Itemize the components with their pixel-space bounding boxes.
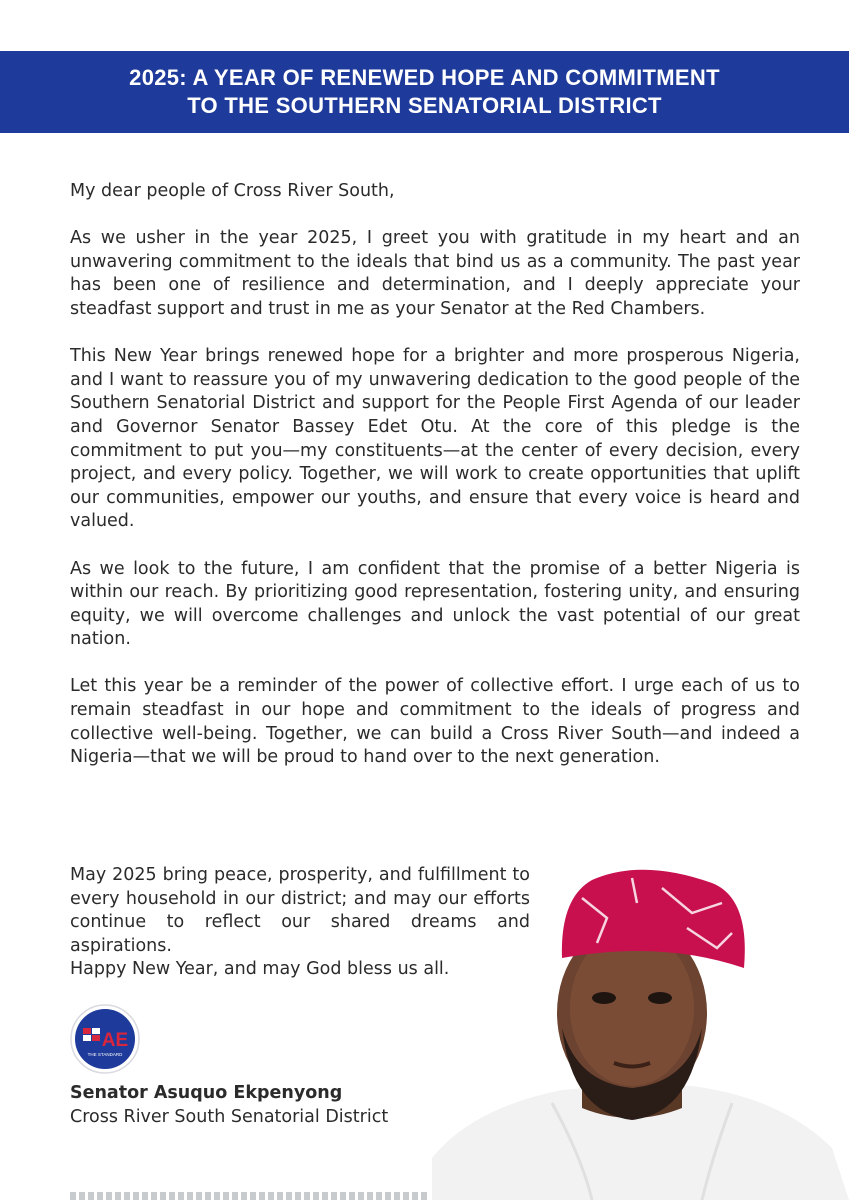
title-banner — [0, 51, 849, 133]
signatory-name: Senator Asuquo Ekpenyong — [70, 1083, 343, 1103]
title-line-1: 2025: A YEAR OF RENEWED HOPE AND COMMITMENT — [129, 65, 720, 90]
letter-body — [70, 180, 800, 793]
ae-logo-icon — [69, 1003, 141, 1075]
closing-text: May 2025 bring peace, prosperity, and fulfillment to every household in our district; and may our efforts continue to reflect our shared dreams and aspirations. — [70, 865, 530, 956]
logo-tagline: THE STANDARD — [87, 1052, 123, 1057]
signatory-title: Cross River South Senatorial District — [70, 1107, 389, 1127]
paragraph-3: As we look to the future, I am confident that the promise of a better Nigeria is within our reach. By prioritizing good representation, fostering unity, and ensuring equity, we will overcome challenges and unlock the vast potential of our great nation. — [70, 558, 800, 650]
logo-mark: AE — [101, 1030, 129, 1051]
paragraph-1: As we usher in the year 2025, I greet you with gratitude in my heart and an unwavering commitment to the ideals that bind us as a community. The past year has been one of resilience and determination, and I deeply appreciate your steadfast support and trust in me as your Senator at the Red Chambers. — [70, 228, 800, 319]
paragraph-4: Let this year be a reminder of the power of collective effort. I urge each of us to remain steadfast in our hope and commitment to the ideals of progress and collective well-being. Together, we can build a Cross River South—and indeed a Nigeria—that we will be proud to hand over to the next generation. — [70, 676, 800, 768]
senator-portrait — [432, 858, 849, 1200]
salutation: My dear people of Cross River South, — [70, 181, 395, 201]
footer-strip — [70, 1192, 430, 1200]
paragraph-2: This New Year brings renewed hope for a brighter and more prosperous Nigeria, and I want to reassure you of my unwavering dedication to the good people of the Southern Senatorial District and support for the People First Agenda of our leader and Governor Senator Bassey Edet Otu. At the core of this pledge is the commitment to put you—my constituents—at the center of every decision, every project, and every policy. Together, we will work to create opportunities that uplift our communities, empower our youths, and ensure that every voice is heard and valued. — [70, 346, 800, 532]
title-line-2: TO THE SOUTHERN SENATORIAL DISTRICT — [187, 93, 662, 118]
closing-blessing: Happy New Year, and may God bless us all. — [70, 959, 450, 980]
